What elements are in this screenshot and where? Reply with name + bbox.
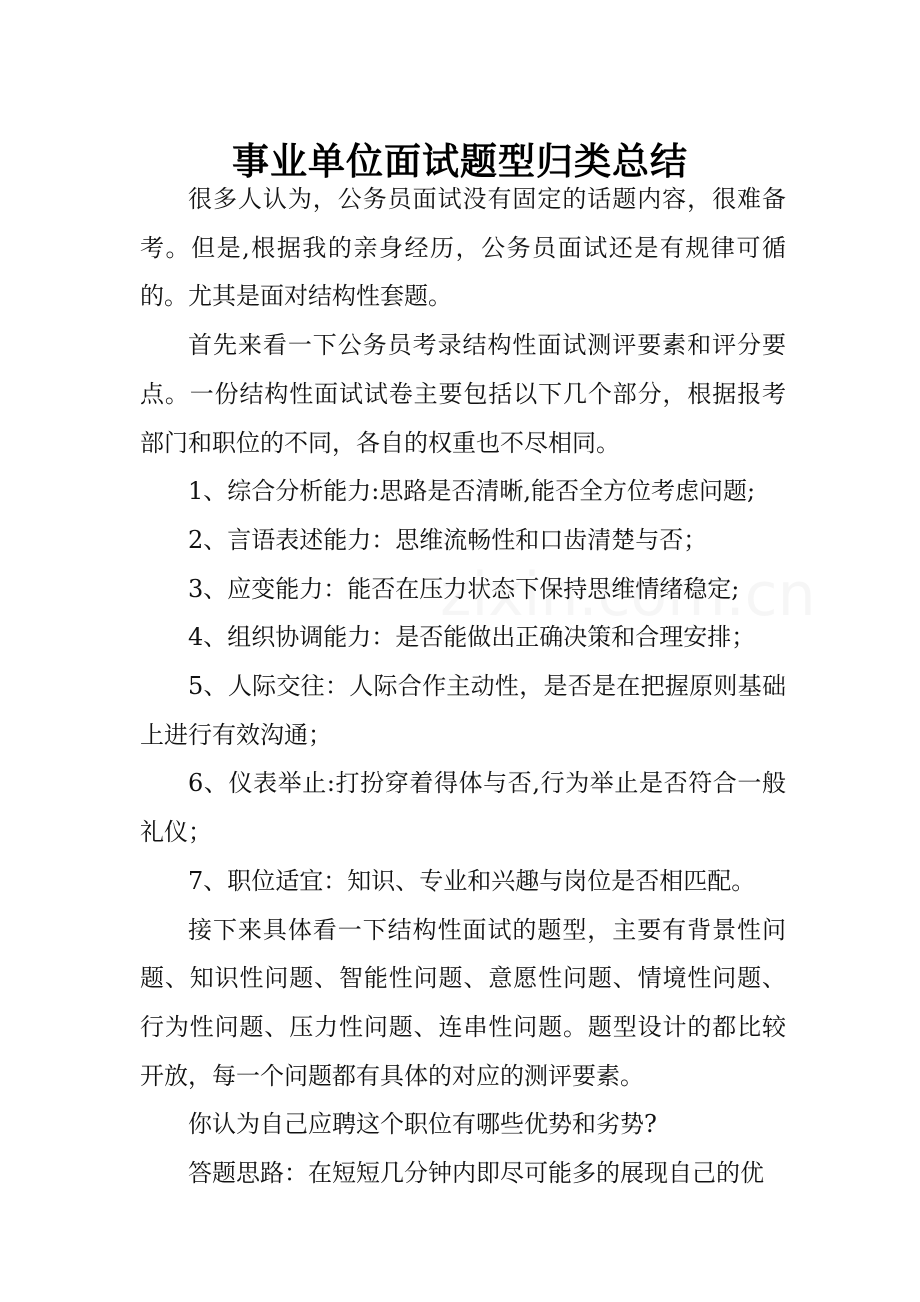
list-item-5: 5、人际交往：人际合作主动性，是否是在把握原则基础上进行有效沟通；	[140, 672, 786, 749]
document-title: 事业单位面试题型归类总结	[232, 138, 688, 183]
list-item-2: 2、言语表述能力：思维流畅性和口齿清楚与否；	[188, 525, 708, 554]
list-item-4: 4、组织协调能力：是否能做出正确决策和合理安排；	[188, 623, 756, 652]
list-item-6: 6、仪表举止:打扮穿着得体与否,行为举止是否符合一般礼仪；	[140, 769, 786, 847]
paragraph-question-types: 接下来具体看一下结构性面试的题型，主要有背景性问题、知识性问题、智能性问题、意愿性问题、情境性问题、行为性问题、压力性问题、连串性问题。题型设计的都比较开放，每一个问题都有具体的对应的测评要素。	[140, 915, 786, 1090]
paragraph-overview: 首先来看一下公务员考录结构性面试测评要素和评分要点。一份结构性面试试卷主要包括以下几个部分，根据报考部门和职位的不同，各自的权重也不尽相同。	[140, 331, 786, 457]
paragraph-question: 你认为自己应聘这个职位有哪些优势和劣势?	[188, 1110, 657, 1139]
paragraph-answer-hint: 答题思路：在短短几分钟内即尽可能多的展现自己的优	[188, 1159, 764, 1188]
document-body	[140, 175, 786, 1198]
list-item-1: 1、综合分析能力:思路是否清晰,能否全方位考虑问题;	[188, 477, 756, 506]
list-item-7: 7、职位适宜：知识、专业和兴趣与岗位是否相匹配。	[188, 866, 756, 895]
list-item-3: 3、应变能力：能否在压力状态下保持思维情绪稳定;	[188, 574, 740, 603]
paragraph-intro: 很多人认为，公务员面试没有固定的话题内容，很难备考。但是,根据我的亲身经历，公务员面试还是有规律可循的。尤其是面对结构性套题。	[140, 185, 786, 311]
